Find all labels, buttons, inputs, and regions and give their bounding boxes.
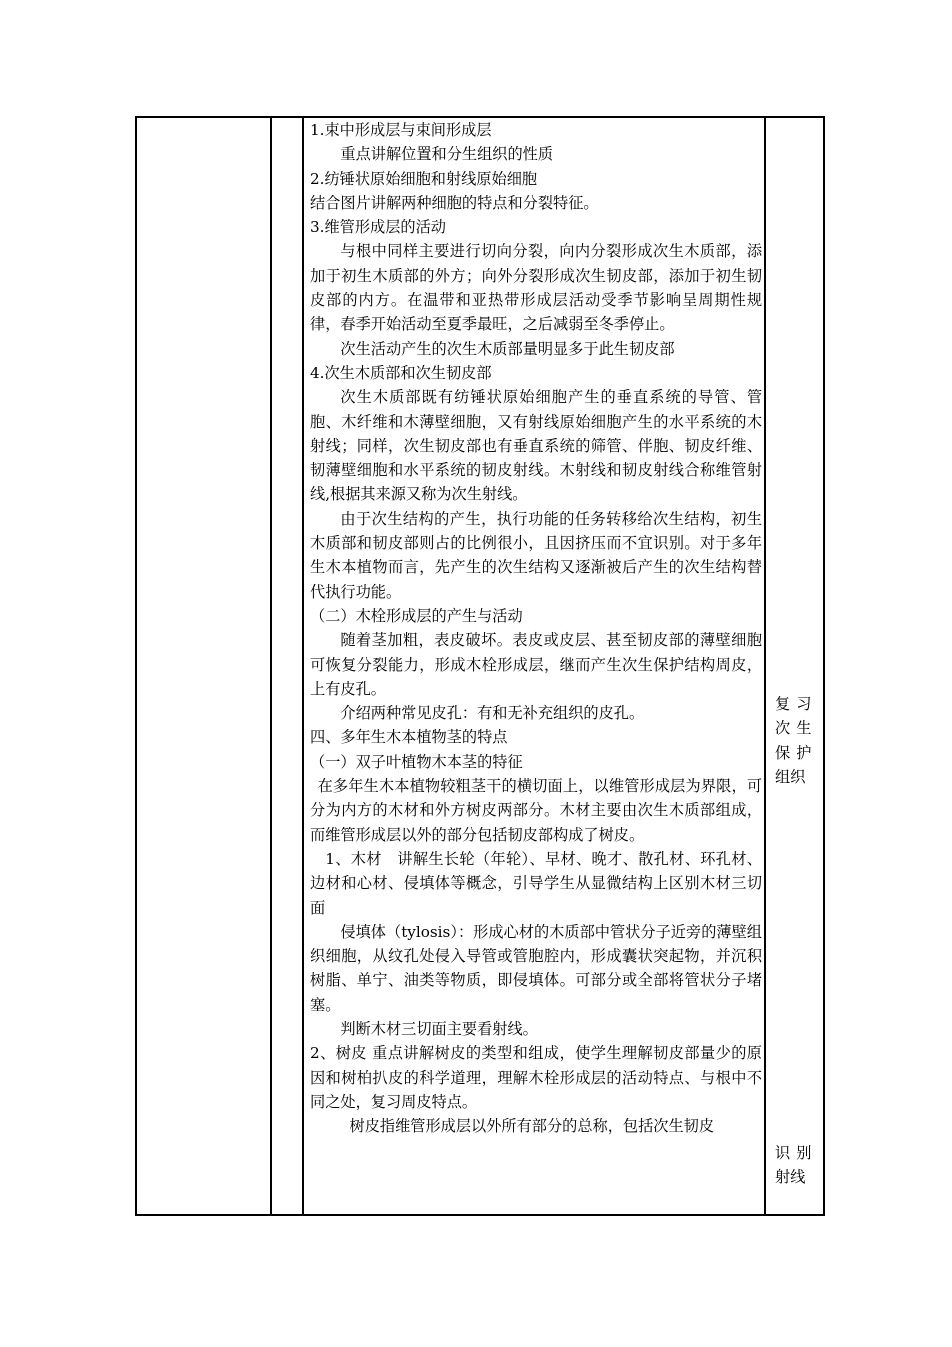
paragraph: 与根中同样主要进行切向分裂，向内分裂形成次生木质部，添加于初生木质部的外方；向外分裂形成次生韧皮部，添加于初生韧皮部的内方。在温带和亚热带形成层活动受季节影响呈周期性规律，春季开始活动至夏季最旺，之后减弱至冬季停止。 [310, 242, 762, 334]
paragraph: 结合图片讲解两种细胞的特点和分裂特征。 [310, 193, 599, 212]
paragraph: 2、树皮 重点讲解树皮的类型和组成，使学生理解韧皮部量少的原因和树柏扒皮的科学道理，理解木栓形成层的活动特点、与根中不同之处，复习周皮特点。 [310, 1044, 762, 1111]
heading-woody-stem: 四、多年生木本植物茎的特点 [310, 728, 508, 747]
paragraph: 随着茎加粗，表皮破坏。表皮或皮层、甚至韧皮部的薄壁细胞可恢复分裂能力，形成木栓形成层，继而产生次生保护结构周皮，上有皮孔。 [310, 631, 762, 698]
paragraph: 由于次生结构的产生，执行功能的任务转移给次生结构，初生木质部和韧皮部则占的比例很小，且因挤压而不宜识别。对于多年生木本植物而言，先产生的次生结构又逐渐被后产生的次生结构替代执行功能。 [310, 509, 762, 601]
heading-cork-cambium: （二）木栓形成层的产生与活动 [310, 606, 523, 625]
note-line: 次生 [775, 719, 818, 738]
note-line: 射线 [775, 1168, 806, 1187]
paragraph: 判断木材三切面主要看射线。 [340, 1019, 538, 1038]
heading-cambium-activity: 3.维管形成层的活动 [310, 218, 446, 237]
paragraph: 树皮指维管形成层以外所有部分的总称，包括次生韧皮 [349, 1117, 715, 1136]
heading-cambium-types: 1.束中形成层与束间形成层 [310, 121, 492, 139]
note-line: 复习 [775, 695, 818, 713]
paragraph: 侵填体（tylosis）：形成心材的木质部中管状分子近旁的薄壁组织细胞，从纹孔处侵入导管或管胞腔内，形成囊状突起物，并沉积树脂、单宁、油类等物质，即侵填体。可部分或全部将管状分子堵塞。 [310, 922, 762, 1014]
note-line: 组织 [775, 767, 806, 786]
column-divider-1 [270, 118, 272, 1214]
paragraph: 介绍两种常见皮孔：有和无补充组织的皮孔。 [340, 704, 645, 723]
paragraph: 在多年生木本植物较粗茎干的横切面上，以维管形成层为界限，可分为内方的木材和外方树皮两部分。木材主要由次生木质部组成，而维管形成层以外的部分包括韧皮部构成了树皮。 [310, 777, 762, 844]
heading-secondary-tissues: 4.次生木质部和次生韧皮部 [310, 363, 492, 382]
note-line: 识别 [775, 1144, 818, 1162]
paragraph: 次生木质部既有纺锤状原始细胞产生的垂直系统的导管、管胞、木纤维和木薄壁细胞，又有射线原始细胞产生的水平系统的木射线；同样，次生韧皮部也有垂直系统的筛管、伴胞、韧皮纤维、韧薄壁细胞和水平系统的韧皮射线。木射线和韧皮射线合称维管射线,根据其来源又称为次生射线。 [310, 388, 762, 504]
paragraph: 1、木材 讲解生长轮（年轮）、早材、晚才、散孔材、环孔材、边材和心材、侵填体等概念，引导学生从显微结构上区别木材三切面 [310, 849, 762, 917]
note-review-protective-tissue [775, 692, 819, 789]
heading-dicot-woody-stem: （一）双子叶植物木本茎的特征 [310, 752, 523, 771]
paragraph: 次生活动产生的次生木质部量明显多于此生韧皮部 [340, 339, 675, 358]
column-divider-2 [302, 118, 304, 1214]
teaching-content-cell [310, 118, 762, 1138]
heading-initials: 2.纺锤状原始细胞和射线原始细胞 [310, 169, 538, 188]
note-line: 保护 [775, 743, 818, 762]
paragraph: 重点讲解位置和分生组织的性质 [340, 145, 554, 164]
column-divider-3 [764, 118, 766, 1214]
note-identify-rays [775, 1141, 819, 1190]
